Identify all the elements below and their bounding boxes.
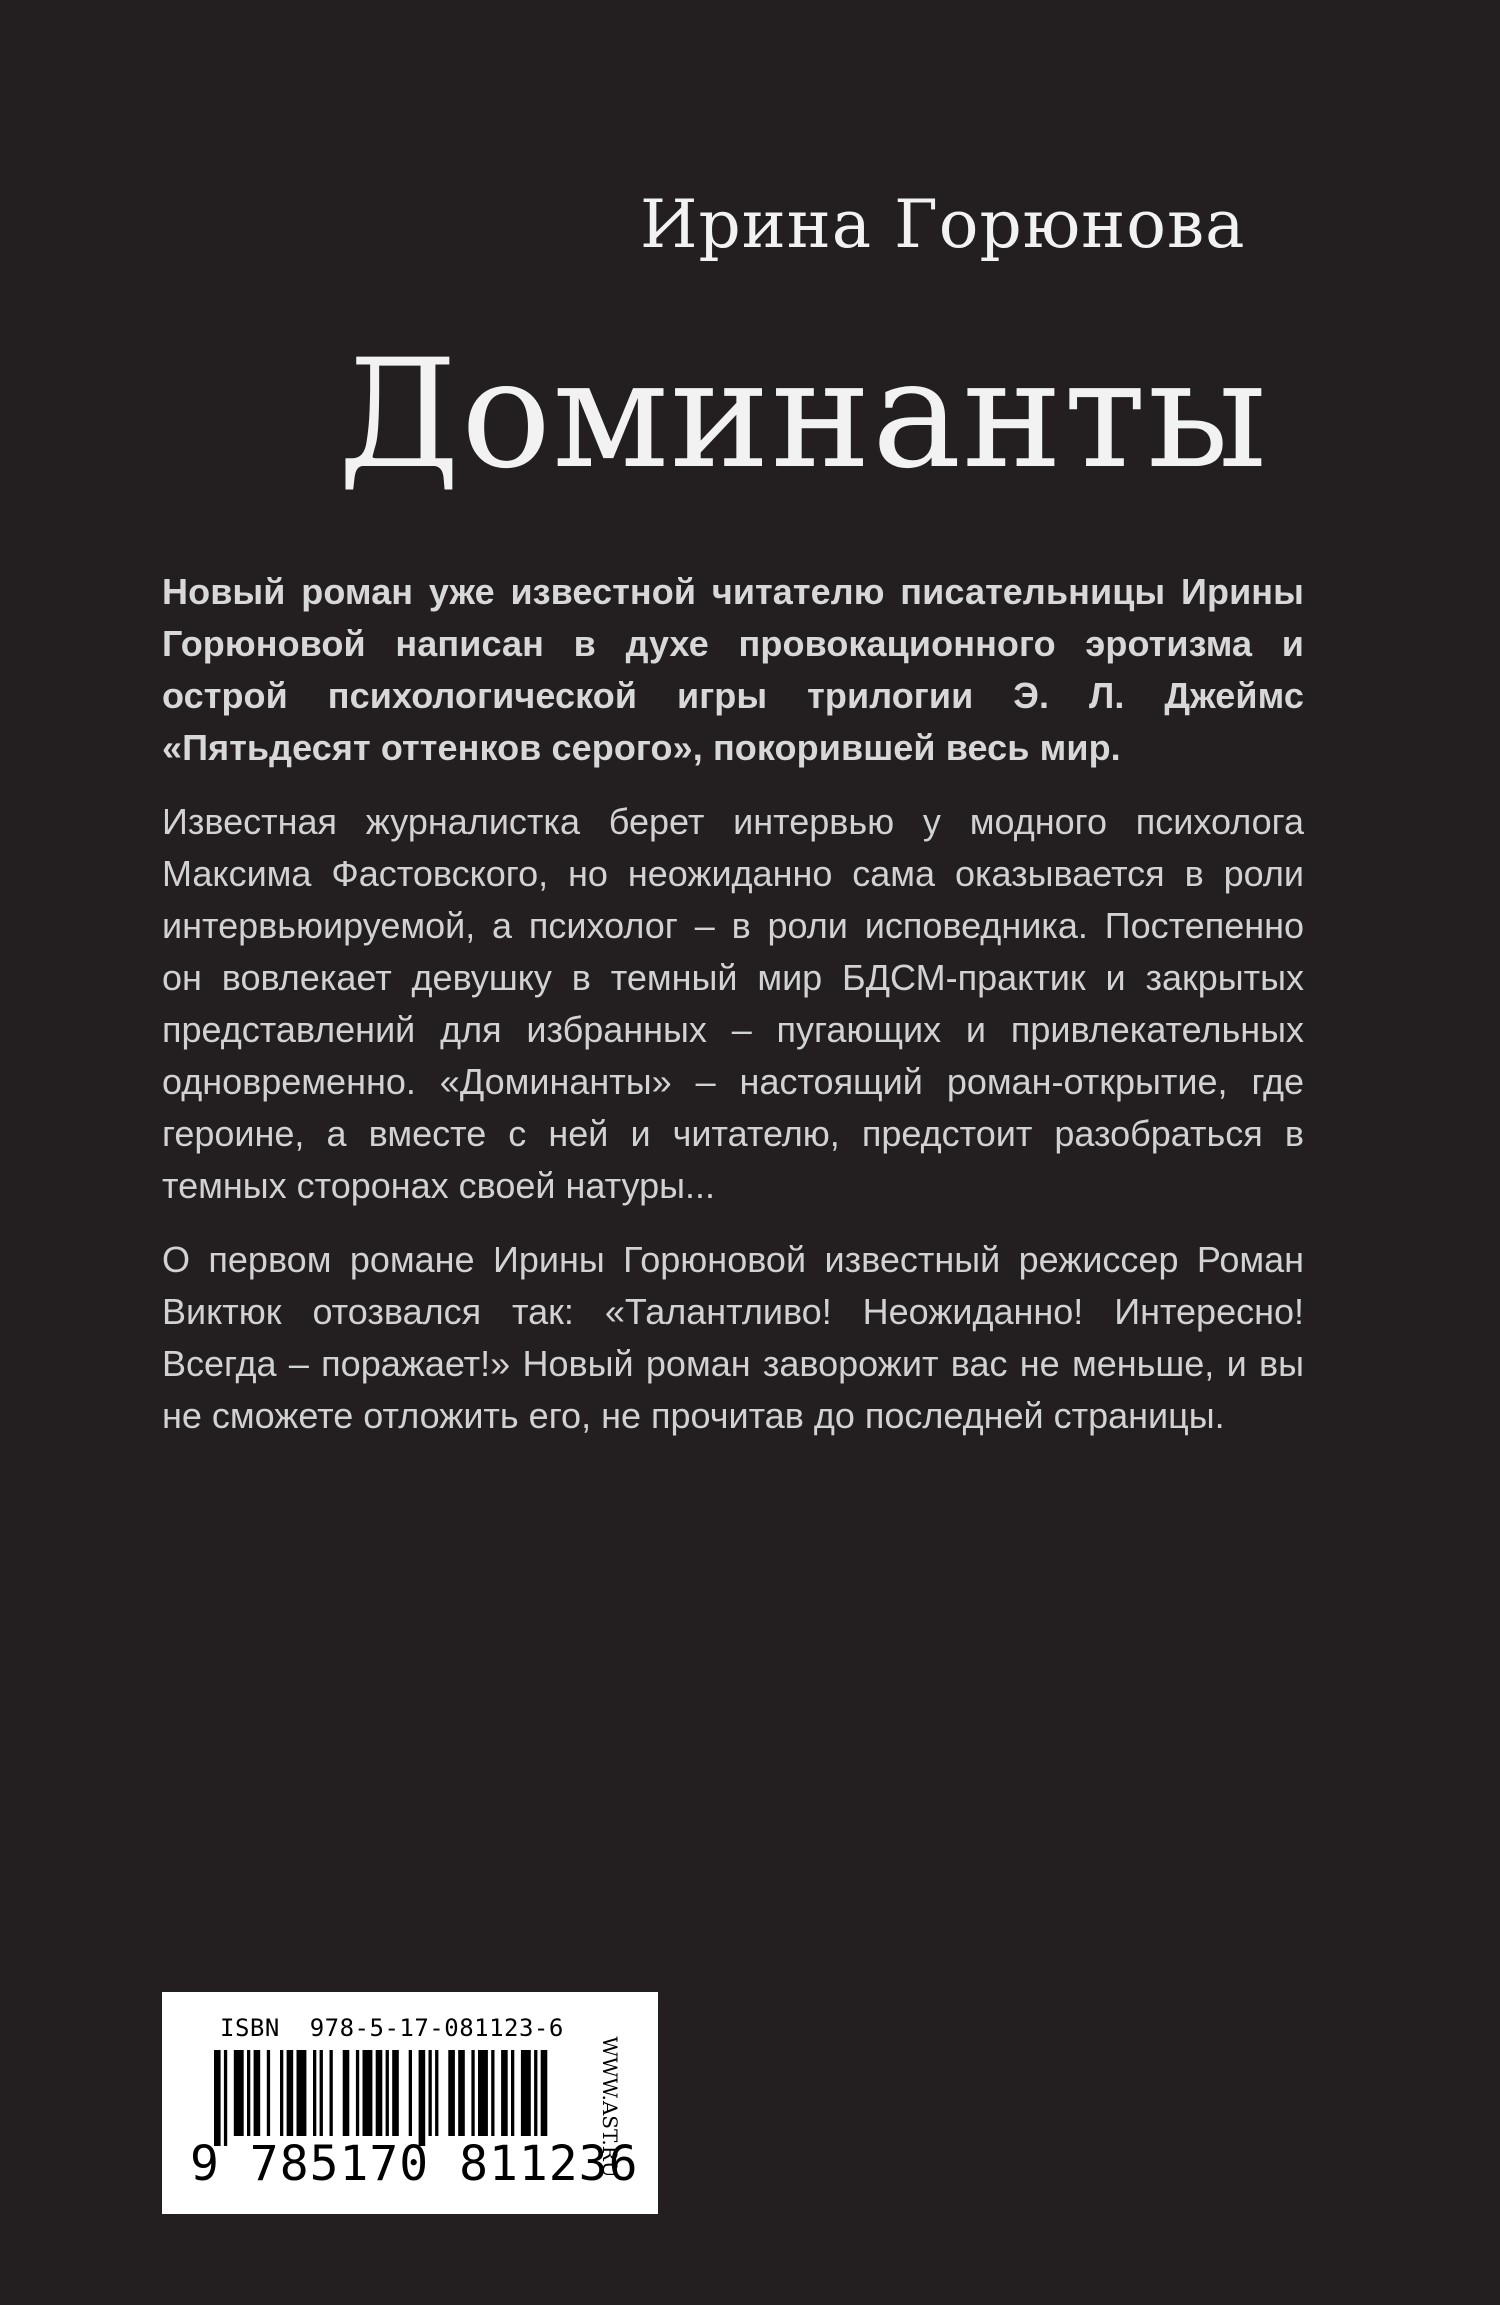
- barcode-bar: [435, 2050, 438, 2136]
- book-title: Доминанты: [338, 328, 1268, 502]
- barcode-bar: [386, 2050, 389, 2136]
- barcode-bar: [429, 2050, 432, 2136]
- lead-paragraph: Новый роман уже известной читателю писательницы Ирины Горюновой написан в духе провокационного эротизма и острой психологической игры трилогии Э. Л. Джеймс «Пятьдесят оттенков серого», покорившей весь мир.: [162, 571, 1304, 768]
- barcode-bar: [491, 2050, 494, 2136]
- barcode-bar: [409, 2050, 412, 2136]
- isbn-label: ISBN 978-5-17-081123-6: [220, 2014, 564, 2042]
- barcode-bar: [534, 2050, 537, 2136]
- barcode-bar: [330, 2050, 333, 2136]
- barcode-bar: [356, 2050, 359, 2136]
- barcode-bar: [541, 2050, 548, 2136]
- barcode-bar: [267, 2050, 270, 2136]
- barcode-bars: [214, 2050, 554, 2146]
- barcode-bar: [343, 2050, 350, 2136]
- barcode-bar: [511, 2050, 514, 2136]
- barcode-bar: [471, 2050, 474, 2136]
- barcode-bar: [254, 2050, 261, 2136]
- barcode-panel: [162, 1992, 658, 2214]
- publisher-website: [580, 2012, 640, 2202]
- barcode-bar: [287, 2050, 294, 2136]
- barcode-bar: [478, 2050, 488, 2136]
- barcode-bar: [320, 2050, 323, 2136]
- body-paragraph-1: Известная журналистка берет интервью у модного психолога Максима Фастовского, но неожиданно сама оказывается в роли интервьюируемой, а психолог – в роли исповедника. Постепенно он вовлекает девушку в темный мир БДСМ-практик и закрытых представлений для избранных – пугающих и привлекательных одновременно. «Доминанты» – настоящий роман-открытие, где героине, а вместе с ней и читателю, предстоит разобраться в темных сторонах своей натуры...: [162, 801, 1304, 1206]
- barcode-bar: [501, 2050, 508, 2136]
- barcode-bar: [521, 2050, 531, 2136]
- publisher-website-text: WWW.AST.RU: [598, 2036, 622, 2178]
- barcode-bar: [419, 2050, 426, 2146]
- annotation-text: [162, 566, 1304, 1464]
- barcode-bar: [376, 2050, 383, 2136]
- barcode-bar: [363, 2050, 373, 2136]
- barcode-bar: [313, 2050, 316, 2136]
- barcode-bar: [247, 2050, 250, 2136]
- barcode-bar: [392, 2050, 399, 2136]
- barcode-bar: [280, 2050, 283, 2136]
- isbn-digits: 9 785170 811236: [190, 2136, 639, 2192]
- author-name: Ирина Горюнова: [640, 186, 1246, 263]
- barcode-bar: [224, 2050, 227, 2146]
- barcode-bar: [458, 2050, 465, 2136]
- body-paragraph-2: О первом романе Ирины Горюновой известный режиссер Роман Виктюк отозвался так: «Талантливо! Неожиданно! Интересно! Всегда – поражает!» Новый роман заворожит вас не меньше, и вы не сможете отложить его, не прочитав до последней страницы.: [162, 1239, 1304, 1436]
- barcode-bar: [448, 2050, 455, 2136]
- barcode-bar: [234, 2050, 244, 2136]
- barcode-bar: [214, 2050, 221, 2146]
- barcode-bar: [297, 2050, 307, 2136]
